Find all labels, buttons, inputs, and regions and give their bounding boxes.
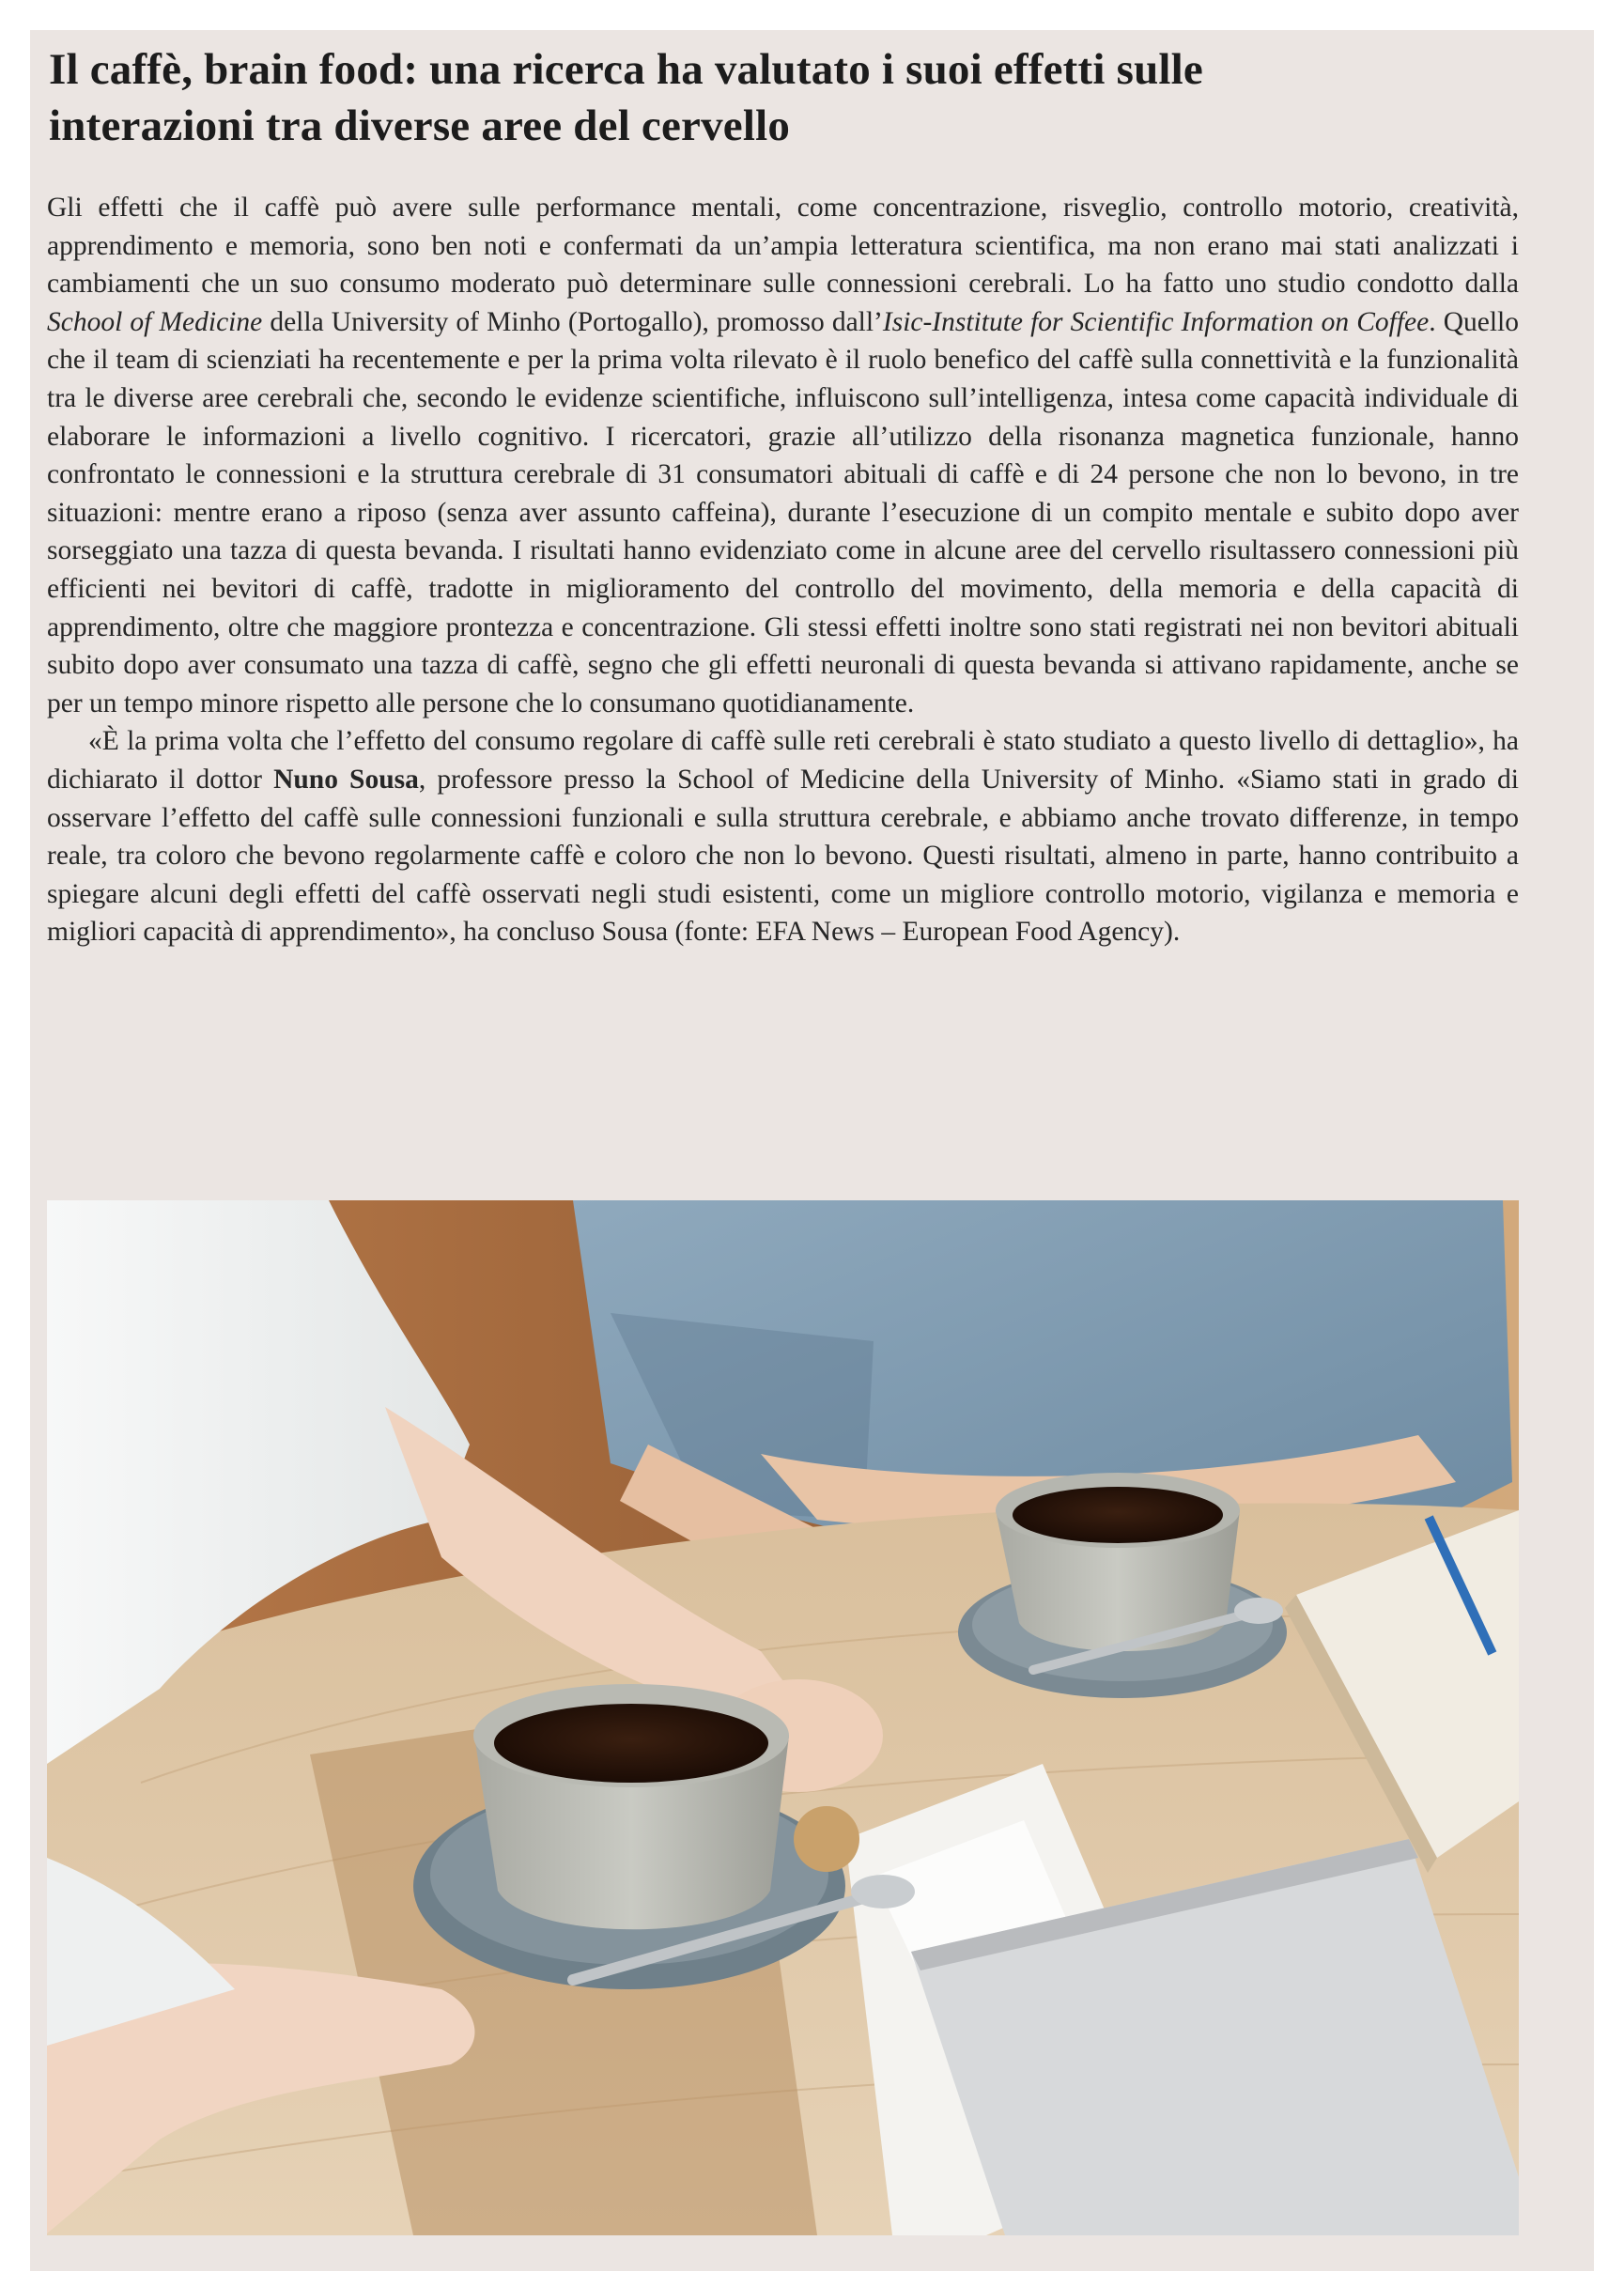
article-paragraph-2	[47, 722, 1519, 951]
article-body	[47, 189, 1519, 951]
article-title: Il caffè, brain food: una ricerca ha valutato i suoi effetti sulle interazioni tra diverse aree del cervello	[49, 45, 1203, 150]
school-of-medicine-italic: School of Medicine	[47, 306, 263, 337]
biscuit	[794, 1806, 859, 1872]
isic-institute-italic: Isic-Institute for Scientific Information on Coffee	[882, 306, 1430, 337]
coffee-left	[494, 1704, 768, 1783]
paragraph-1-text-b: della University of Minho (Portogallo), promosso dall’	[262, 306, 883, 337]
article-paragraph-1	[47, 189, 1519, 722]
coffee-scene-illustration	[47, 1200, 1519, 2235]
paragraph-2-text-b: , professore presso la School of Medicine della University of Minho. «Siamo stati in grado di osservare l’effetto del caffè sulle connessioni funzionali e sulla struttura cerebrale, e abbiamo anche trovato differenze, in tempo reale, tra coloro che bevono regolarmente caffè e coloro che non lo bevono. Questi risultati, almeno in parte, hanno contribuito a spiegare alcuni degli effetti del caffè osservati negli studi esistenti, come un migliore controllo motorio, vigilanza e memoria e migliori capacità di apprendimento», ha concluso Sousa (fonte: EFA News – European Food Agency).	[47, 764, 1519, 948]
nuno-sousa-name: Nuno Sousa	[273, 764, 419, 795]
paragraph-2-text-a: «È la prima volta che l’effetto del consumo regolare di caffè sulle reti cerebrali è stato studiato a questo livello di dettaglio», ha dichiarato il dottor	[47, 726, 1519, 795]
paragraph-1-text-a: Gli effetti che il caffè può avere sulle performance mentali, come concentrazione, risveglio, controllo motorio, creatività, apprendimento e memoria, sono ben noti e confermati da un’ampia letteratura scientifica, ma non erano mai stati analizzati i cambiamenti che un suo consumo moderato può determinare sulle connessioni cerebrali. Lo ha fatto uno studio condotto dalla	[47, 193, 1519, 300]
coffee-right	[1013, 1487, 1223, 1543]
paragraph-1-text-c: . Quello che il team di scienziati ha recentemente e per la prima volta rilevato è il ruolo benefico del caffè sulla connettività e la funzionalità tra le diverse aree cerebrali che, secondo le evidenze scientifiche, influiscono sull’intelligenza, intesa come capacità individuale di elaborare le informazioni a livello cognitivo. I ricercatori, grazie all’utilizzo della risonanza magnetica funzionale, hanno confrontato le connessioni e la struttura cerebrale di 31 consumatori abituali di caffè e di 24 persone che non lo bevono, in tre situazioni: mentre erano a riposo (senza aver assunto caffeina), durante l’esecuzione di un compito mentale e subito dopo aver sorseggiato una tazza di questa bevanda. I risultati hanno evidenziato come in alcune aree del cervello risultassero connessioni più efficienti nei bevitori di caffè, tradotte in miglioramento del controllo del movimento, della memoria e della capacità di apprendimento, oltre che maggiore prontezza e concentrazione. Gli stessi effetti inoltre sono stati registrati nei non bevitori abituali subito dopo aver consumato una tazza di caffè, segno che gli effetti neuronali di questa bevanda si attivano rapidamente, anche se per un tempo minore rispetto alle persone che lo consumano quotidianamente.	[47, 306, 1520, 719]
coffee-table-photo	[47, 1200, 1519, 2235]
